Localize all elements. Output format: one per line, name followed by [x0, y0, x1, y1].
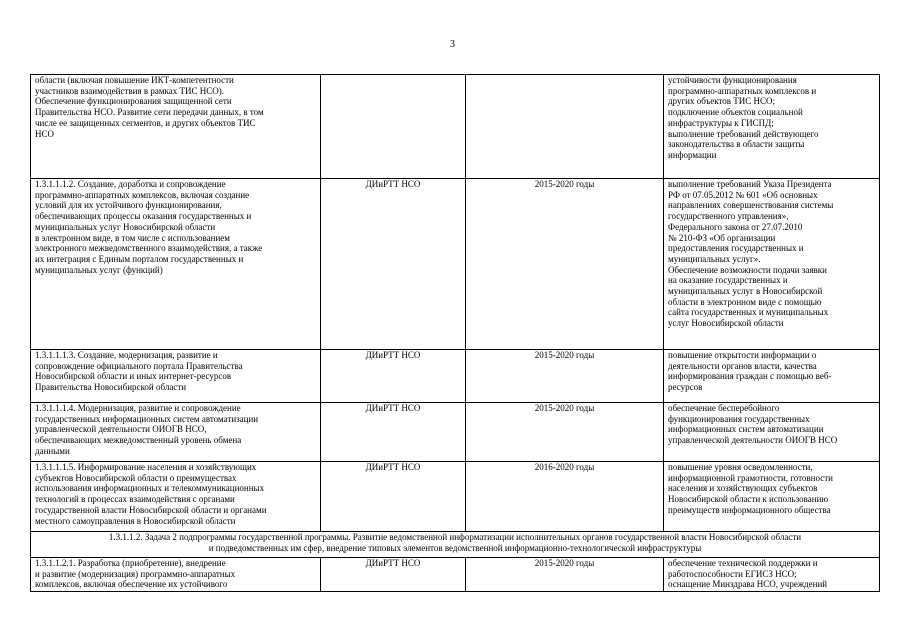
text-line: № 210-ФЗ «Об организации	[668, 232, 776, 243]
text-line: РФ от 07.05.2012 № 601 «Об основных	[668, 189, 818, 200]
table-body	[31, 75, 880, 592]
page-number: 3	[450, 39, 455, 50]
text-line: Новосибирской области к использованию	[668, 494, 829, 505]
measures-table	[30, 74, 880, 592]
text-line: технологий в процессах взаимодействия с органами	[35, 494, 235, 505]
text-line: Федерального закона от 27.07.2010	[668, 221, 803, 232]
text-line: 1.3.1.1.2.1. Разработка (приобретение), внедрение	[35, 558, 226, 568]
text-line: области (включая повышение ИКТ-компетентности	[35, 75, 234, 85]
text-line: программно-аппаратных комплексов и	[668, 85, 817, 96]
result-cell	[664, 350, 880, 403]
section-row	[31, 532, 880, 558]
executor-cell	[321, 75, 466, 179]
text-line: Правительства Новосибирской области	[35, 382, 187, 393]
executor-cell: ДИиРТТ НСО	[321, 558, 466, 592]
activity-cell	[31, 462, 321, 532]
text-line: 1.3.1.1.1.5. Информирование населения и хозяйствующих	[35, 462, 257, 472]
text-line: повышение уровня осведомленности,	[668, 462, 813, 472]
text-line: НСО	[35, 128, 55, 139]
period-cell: 2015-2020 годы	[466, 558, 664, 592]
text-line: подключение объектов социальной	[668, 107, 803, 118]
executor-cell: ДИиРТТ НСО	[321, 462, 466, 532]
activity-cell	[31, 75, 321, 179]
table-row	[31, 179, 880, 350]
text-line: муниципальных услуг (функций)	[35, 264, 163, 275]
text-line: обеспечение технической поддержки и	[668, 558, 818, 568]
text-line: управленческой деятельности ОИОГВ НСО	[668, 435, 838, 446]
text-line: информационных систем автоматизации	[668, 424, 824, 435]
text-line: государственного управления»,	[668, 211, 789, 222]
text-line: 1.3.1.1.1.3. Создание, модернизация, развитие и	[35, 350, 218, 360]
text-line: комплексов, включая обеспечение их устойчивого	[35, 579, 228, 590]
text-line: Обеспечение возможности подачи заявки	[668, 264, 827, 275]
text-line: обеспечивающих межведомственный уровень обмена	[35, 435, 242, 446]
result-cell	[664, 403, 880, 462]
text-line: участников взаимодействия в рамках ТИС НСО).	[35, 85, 224, 96]
text-line: местного самоуправления в Новосибирской области	[35, 515, 236, 526]
text-line: программно-аппаратных комплексов, включая создание	[35, 189, 250, 200]
text-line: государственных информационных систем автоматизации	[35, 413, 259, 424]
text-line: субъектов Новосибирской области о преимуществах	[35, 472, 237, 483]
text-line: на оказание государственных и	[668, 275, 788, 286]
period-cell: 2015-2020 годы	[466, 350, 664, 403]
text-line: направлениях совершенствования системы	[668, 200, 834, 211]
executor-cell: ДИиРТТ НСО	[321, 179, 466, 350]
table-row	[31, 75, 880, 179]
text-line: в электронном виде, в том числе с использованием	[35, 232, 230, 243]
text-line: их интеграция с Единым порталом государственных и	[35, 253, 244, 264]
text-line: деятельности органов власти, качества	[668, 360, 817, 371]
text-line: выполнение требований действующего	[668, 128, 819, 139]
text-line: информационной грамотности, готовности	[668, 472, 833, 483]
text-line: сайта государственных и муниципальных	[668, 307, 829, 318]
text-line: 1.3.1.1.2. Задача 2 подпрограммы государственной программы. Развитие ведомственной информатизации исполнительных органов государственной власти Новосибирской области	[108, 532, 802, 542]
activity-cell	[31, 350, 321, 403]
table-row	[31, 403, 880, 462]
executor-cell: ДИиРТТ НСО	[321, 350, 466, 403]
text-line: данными	[35, 445, 70, 456]
text-line: работоспособности ЕГИСЗ НСО;	[668, 568, 797, 579]
text-line: инфраструктуры к ГИСПД;	[668, 117, 774, 128]
table-row	[31, 558, 880, 592]
text-line: управленческой деятельности ОИОГВ НСО,	[35, 424, 207, 435]
text-line: устойчивости функционирования	[668, 75, 797, 85]
text-line: и подведомственных им сфер, внедрение типовых элементов ведомственной информационно-технологической инфраструктуры	[208, 542, 702, 553]
text-line: других объектов ТИС НСО;	[668, 96, 776, 107]
section-cell	[31, 532, 880, 558]
executor-cell: ДИиРТТ НСО	[321, 403, 466, 462]
activity-cell	[31, 179, 321, 350]
text-line: предоставления государственных и	[668, 243, 804, 254]
text-line: муниципальных услуг».	[668, 253, 761, 264]
text-line: числе ее защищенных сегментов, и других объектов ТИС	[35, 117, 256, 128]
text-line: обеспечение бесперебойного	[668, 403, 780, 413]
text-line: муниципальных услуг в Новосибирской	[668, 286, 823, 297]
text-line: Обеспечение функционирования защищенной сети	[35, 96, 232, 107]
text-line: 1.3.1.1.1.4. Модернизация, развитие и сопровождение	[35, 403, 241, 413]
text-line: населения и хозяйствующих субъектов	[668, 483, 818, 494]
text-line: информации	[668, 149, 717, 160]
text-line: условий для их устойчивого функционирования,	[35, 200, 222, 211]
activity-cell	[31, 403, 321, 462]
text-line: информирования граждан с помощью веб-	[668, 371, 832, 382]
text-line: повышение открытости информации о	[668, 350, 817, 360]
text-line: электронного межведомственного взаимодействия, а также	[35, 243, 263, 254]
result-cell	[664, 558, 880, 592]
text-line: Правительства НСО. Развитие сети передачи данных, в том	[35, 107, 264, 118]
result-cell	[664, 462, 880, 532]
text-line: использования информационных и телекоммуникационных	[35, 483, 265, 494]
text-line: сопровождение официального портала Правительства	[35, 360, 243, 371]
activity-cell	[31, 558, 321, 592]
text-line: оснащение Минздрава НСО, учреждений	[668, 579, 828, 590]
text-line: услуг Новосибирской области	[668, 318, 784, 329]
table-row	[31, 462, 880, 532]
period-cell: 2015-2020 годы	[466, 179, 664, 350]
period-cell: 2015-2020 годы	[466, 403, 664, 462]
text-line: функционирования государственных	[668, 413, 810, 424]
period-cell: 2016-2020 годы	[466, 462, 664, 532]
text-line: Новосибирской области и иных интернет-ресурсов	[35, 371, 232, 382]
text-line: ресурсов	[668, 382, 703, 393]
text-line: преимуществ информационного общества	[668, 504, 831, 515]
table-row	[31, 350, 880, 403]
text-line: и развитие (модернизация) программно-аппаратных	[35, 568, 236, 579]
text-line: выполнение требований Указа Президента	[668, 179, 832, 189]
text-line: государственной власти Новосибирской области и органами	[35, 504, 267, 515]
text-line: обеспечивающих процессы оказания государственных и	[35, 211, 252, 222]
result-cell	[664, 75, 880, 179]
text-line: области в электронном виде с помощью	[668, 296, 822, 307]
result-cell	[664, 179, 880, 350]
period-cell	[466, 75, 664, 179]
text-line: законодательства в области защиты	[668, 139, 805, 150]
text-line: 1.3.1.1.1.2. Создание, доработка и сопровождение	[35, 179, 226, 189]
text-line: муниципальных услуг Новосибирской области	[35, 221, 216, 232]
